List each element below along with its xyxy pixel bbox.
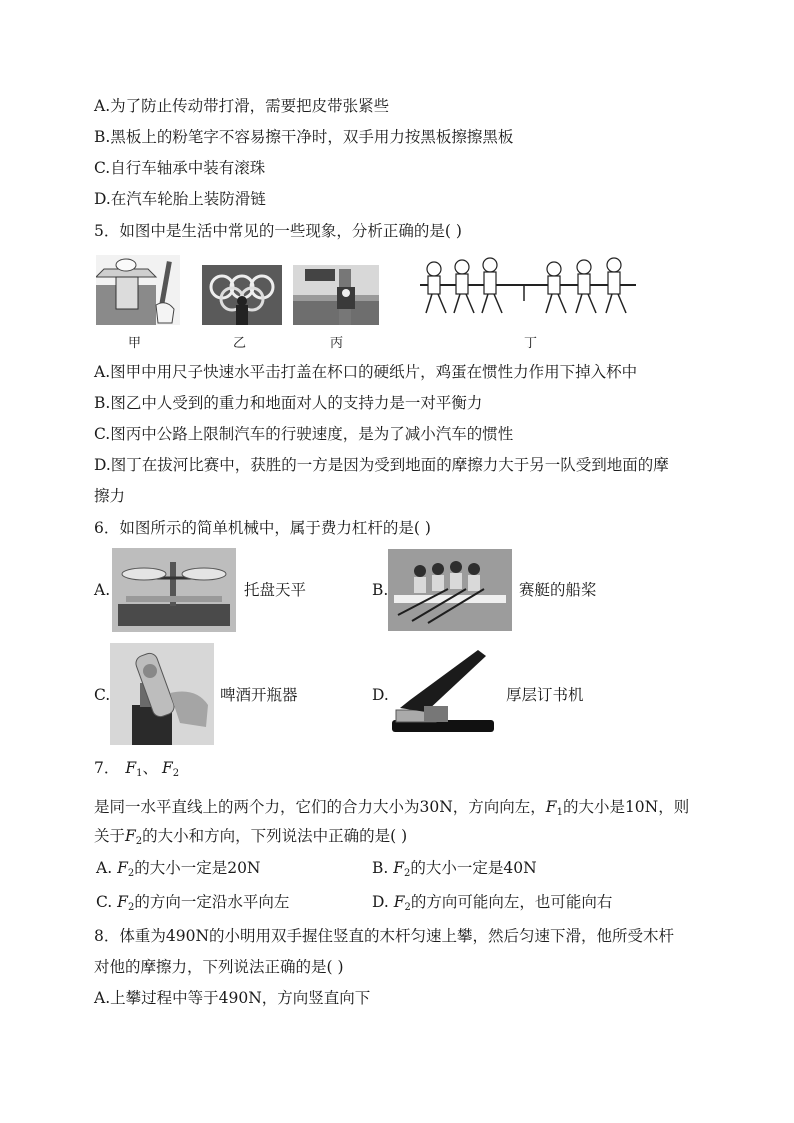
q7-a-f: F bbox=[117, 859, 128, 877]
q7-line3-text-a: 关于 bbox=[94, 827, 126, 845]
q7-a-text: 的大小一定是20N bbox=[134, 859, 261, 877]
q8-stem-line1: 8．体重为490N的小明用双手握住竖直的木杆匀速上攀，然后匀速下滑，他所受木杆 bbox=[94, 927, 675, 945]
q4-option-b: B.黑板上的粉笔字不容易擦干净时，双手用力按黑板擦擦黑板 bbox=[94, 128, 514, 146]
q4-option-a: A.为了防止传动带打滑，需要把皮带张紧些 bbox=[94, 97, 390, 115]
figure-ding-tug-of-war bbox=[412, 255, 644, 321]
q7-line2-sub: 1 bbox=[556, 807, 563, 818]
q7-c-text: 的方向一定沿水平向左 bbox=[134, 893, 290, 911]
caption-bing: 丙 bbox=[330, 336, 344, 351]
q4-option-c: C.自行车轴承中装有滚珠 bbox=[94, 159, 266, 177]
q7-stem-line1 bbox=[94, 758, 179, 784]
q7-a-sub: 2 bbox=[127, 868, 135, 879]
q7-d-text: 的方向可能向左，也可能向右 bbox=[410, 893, 613, 911]
q7-a-letter: A. bbox=[96, 859, 113, 877]
q7-line2-text-a: 是同一水平直线上的两个力，它们的合力大小为30N，方向向左， bbox=[94, 798, 546, 816]
q7-stem-line2 bbox=[94, 797, 689, 823]
figure-bottle-opener bbox=[110, 643, 214, 745]
q7-option-b bbox=[372, 858, 537, 884]
figure-heavy-stapler bbox=[390, 646, 496, 738]
figure-yi-olympic-rings bbox=[202, 265, 282, 325]
q6-option-d-label: 厚层订书机 bbox=[506, 686, 584, 704]
q6-stem: 6．如图所示的简单机械中，属于费力杠杆的是( ) bbox=[94, 519, 431, 537]
caption-yi: 乙 bbox=[233, 336, 247, 351]
q7-d-sub: 2 bbox=[404, 902, 411, 913]
q7-separator: 、 bbox=[142, 759, 159, 777]
figure-balance-scale bbox=[112, 548, 236, 632]
q6-option-b-label: 赛艇的船桨 bbox=[519, 581, 597, 599]
q6-option-c-label: 啤酒开瓶器 bbox=[220, 686, 298, 704]
q7-c-f: F bbox=[117, 893, 128, 911]
q8-stem-line2: 对他的摩擦力，下列说法正确的是( ) bbox=[94, 958, 344, 976]
q7-b-text: 的大小一定是40N bbox=[410, 859, 537, 877]
q7-stem-line3 bbox=[94, 826, 407, 852]
q7-line3-text-b: 的大小和方向，下列说法中正确的是( ) bbox=[142, 827, 408, 845]
q7-b-letter: B. bbox=[372, 859, 389, 877]
q5-option-d-line1: D.图丁在拔河比赛中，获胜的一方是因为受到地面的摩擦力大于另一队受到地面的摩 bbox=[94, 456, 669, 474]
q5-option-c: C.图丙中公路上限制汽车的行驶速度，是为了减小汽车的惯性 bbox=[94, 425, 514, 443]
q7-b-f: F bbox=[393, 859, 405, 877]
q7-d-f: F bbox=[393, 893, 405, 911]
q7-line2-f: F bbox=[545, 798, 557, 816]
q5-option-a: A.图甲中用尺子快速水平击打盖在杯口的硬纸片，鸡蛋在惯性力作用下掉入杯中 bbox=[94, 363, 638, 381]
q4-option-d: D.在汽车轮胎上装防滑链 bbox=[94, 190, 266, 208]
caption-ding: 丁 bbox=[524, 336, 538, 351]
q7-f1-subscript: 1 bbox=[136, 768, 143, 779]
q7-line2-text-b: 的大小是10N，则 bbox=[562, 798, 690, 816]
figure-jia-egg-cup bbox=[96, 255, 180, 325]
q5-option-d-line2: 擦力 bbox=[94, 487, 126, 505]
q5-option-b: B.图乙中人受到的重力和地面对人的支持力是一对平衡力 bbox=[94, 394, 483, 412]
q7-c-sub: 2 bbox=[127, 902, 135, 913]
q7-number: 7． bbox=[94, 759, 120, 777]
q6-option-c-letter: C. bbox=[94, 686, 111, 704]
q7-line3-sub: 2 bbox=[135, 836, 143, 847]
q7-option-d bbox=[372, 892, 612, 918]
q8-option-a: A.上攀过程中等于490N，方向竖直向下 bbox=[94, 989, 371, 1007]
q6-option-a-label: 托盘天平 bbox=[244, 581, 307, 599]
figure-rowing-oars bbox=[388, 549, 512, 631]
caption-jia: 甲 bbox=[128, 336, 142, 351]
q6-option-a-letter: A. bbox=[94, 581, 111, 599]
q7-f1-symbol: F bbox=[125, 759, 137, 777]
q7-b-sub: 2 bbox=[404, 868, 411, 879]
q7-option-c bbox=[96, 892, 289, 918]
q7-d-letter: D. bbox=[372, 893, 389, 911]
q7-f2-symbol: F bbox=[162, 759, 173, 777]
q6-option-b-letter: B. bbox=[372, 581, 389, 599]
q7-f2-subscript: 2 bbox=[172, 768, 180, 779]
q5-stem: 5．如图中是生活中常见的一些现象，分析正确的是( ) bbox=[94, 222, 462, 240]
q7-line3-f: F bbox=[125, 827, 136, 845]
q7-option-a bbox=[96, 858, 261, 884]
q7-c-letter: C. bbox=[96, 893, 113, 911]
q6-option-d-letter: D. bbox=[372, 686, 389, 704]
figure-bing-speed-sign bbox=[293, 265, 379, 325]
